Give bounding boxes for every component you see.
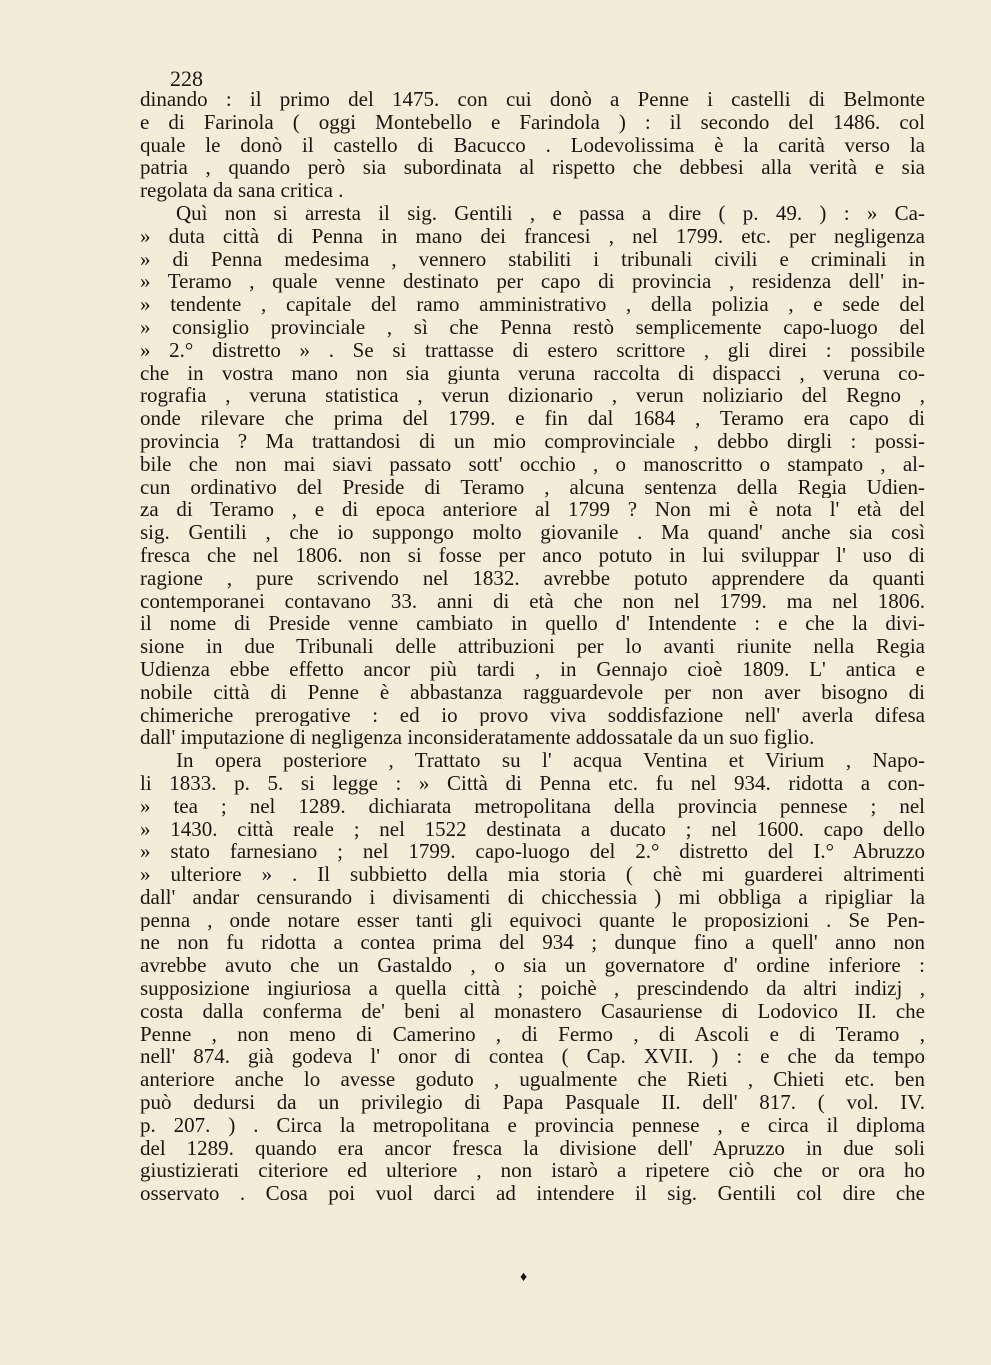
text-line: » tea ; nel 1289. dichiarata metropolitana della provincia pennese ; nel [140,794,925,818]
text-line: provincia ? Ma trattandosi di un mio comprovinciale , debbo dirgli : possi- [140,429,925,453]
text-line: bile che non mai siavi passato sott' occhio , o manoscritto o stampato , al- [140,452,925,476]
text-line: chimeriche prerogative : ed io provo viva soddisfazione nell' averla difesa [140,703,925,727]
body-text [140,88,925,1205]
text-line: dinando : il primo del 1475. con cui donò a Penne i castelli di Belmonte [140,88,925,111]
text-line: rografia , veruna statistica , verun dizionario , verun noliziario del Regno , [140,384,925,408]
text-line: sig. Gentili , che io suppongo molto giovanile . Ma quand' anche sia così [140,521,925,544]
text-line: In opera posteriore , Trattato su l' acqua Ventina et Virium , Napo- [176,749,925,772]
text-line: li 1833. p. 5. si legge : » Città di Penna etc. fu nel 934. ridotta a con- [140,771,925,795]
text-line: cun ordinativo del Preside di Teramo , alcuna sentenza della Regia Udien- [140,475,925,499]
text-line: può dedursi da un privilegio di Papa Pasquale II. dell' 817. ( vol. IV. [140,1091,925,1114]
text-line: quale le donò il castello di Bacucco . Lodevolissima è la carità verso la [140,133,925,157]
text-line: za di Teramo , e di epoca anteriore al 1799 ? Non mi è nota l' età del [140,498,925,522]
text-line: onde rilevare che prima del 1799. e fin dal 1684 , Teramo era capo di [140,407,925,430]
text-line: dall' imputazione di negligenza inconsideratamente addossatale da un suo figlio. [140,726,815,750]
text-line: regolata da sana critica . [140,179,344,202]
text-line: Udienza ebbe effetto ancor più tardi , in Gennajo cioè 1809. L' antica e [140,657,925,681]
text-line: costa dalla conferma de' beni al monastero Casauriense di Lodovico II. che [140,999,925,1023]
text-line: il nome di Preside venne cambiato in quello d' Intendente : e che la divi- [140,612,925,636]
text-line: anteriore anche lo avesse goduto , ugualmente che Rieti , Chieti etc. ben [140,1068,925,1092]
text-line: » di Penna medesima , vennero stabiliti i tribunali civili e criminali in [140,247,925,271]
text-line: p. 207. ) . Circa la metropolitana e provincia pennese , e circa il diploma [140,1113,925,1137]
text-line: e di Farinola ( oggi Montebello e Farindola ) : il secondo del 1486. col [140,110,925,134]
text-line: Quì non si arresta il sig. Gentili , e passa a dire ( p. 49. ) : » Ca- [176,201,925,225]
text-line: contemporanei contavano 33. anni di età che non nel 1799. ma nel 1806. [140,589,925,613]
text-line: nell' 874. già godeva l' onor di contea ( Cap. XVII. ) : e che da tempo [140,1045,925,1069]
text-line: ragione , pure scrivendo nel 1832. avrebbe potuto apprendere da quanti [140,566,925,590]
text-line: » consiglio provinciale , sì che Penna restò semplicemente capo-luogo del [140,315,925,339]
printer-mark-icon: ♦ [520,1270,528,1285]
text-line: fresca che nel 1806. non si fosse per anco potuto in lui sviluppar l' uso di [140,543,925,567]
text-line: » 1430. città reale ; nel 1522 destinata a ducato ; nel 1600. capo dello [140,817,925,841]
text-line: » duta città di Penna in mano dei francesi , nel 1799. etc. per negligenza [140,224,925,248]
text-line: » tendente , capitale del ramo amministrativo , della polizia , e sede del [140,293,925,316]
text-line: che in vostra mano non sia giunta veruna raccolta di dispacci , veruna co- [140,361,925,385]
text-line: supposizione ingiuriosa a quella città ; poichè , prescindendo da altri indizj , [140,977,925,1000]
text-line: avrebbe avuto che un Gastaldo , o sia un governatore d' ordine inferiore : [140,954,925,978]
text-line: » ulteriore » . Il subbietto della mia storia ( chè mi guarderei altrimenti [140,863,925,886]
text-line: nobile città di Penne è abbastanza ragguardevole per non aver bisogno di [140,680,925,704]
text-line: penna , onde notare esser tanti gli equivoci quante le proposizioni . Se Pen- [140,908,925,932]
text-line: osservato . Cosa poi vuol darci ad intendere il sig. Gentili col dire che [140,1182,925,1206]
text-line: sione in due Tribunali delle attribuzioni per lo avanti riunite nella Regia [140,635,925,658]
text-line: patria , quando però sia subordinata al rispetto che debbesi alla verità e sia [140,156,925,180]
text-line: giustizierati citeriore ed ulteriore , non istarò a ripetere ciò che or ora ho [140,1159,925,1183]
text-line: » stato farnesiano ; nel 1799. capo-luogo del 2.° distretto del I.° Abruzzo [140,840,925,864]
text-line: dall' andar censurando i divisamenti di chicchessia ) mi obbliga a ripigliar la [140,885,925,909]
text-line: del 1289. quando era ancor fresca la divisione dell' Apruzzo in due soli [140,1136,925,1160]
text-line: Penne , non meno di Camerino , di Fermo , di Ascoli e di Teramo , [140,1022,925,1046]
text-line: » 2.° distretto » . Se si trattasse di estero scrittore , gli direi : possibile [140,338,925,362]
page-number: 228 [170,66,203,91]
text-line: » Teramo , quale venne destinato per capo di provincia , residenza dell' in- [140,270,925,294]
text-line: ne non fu ridotta a contea prima del 934 ; dunque fino a quell' anno non [140,931,925,955]
